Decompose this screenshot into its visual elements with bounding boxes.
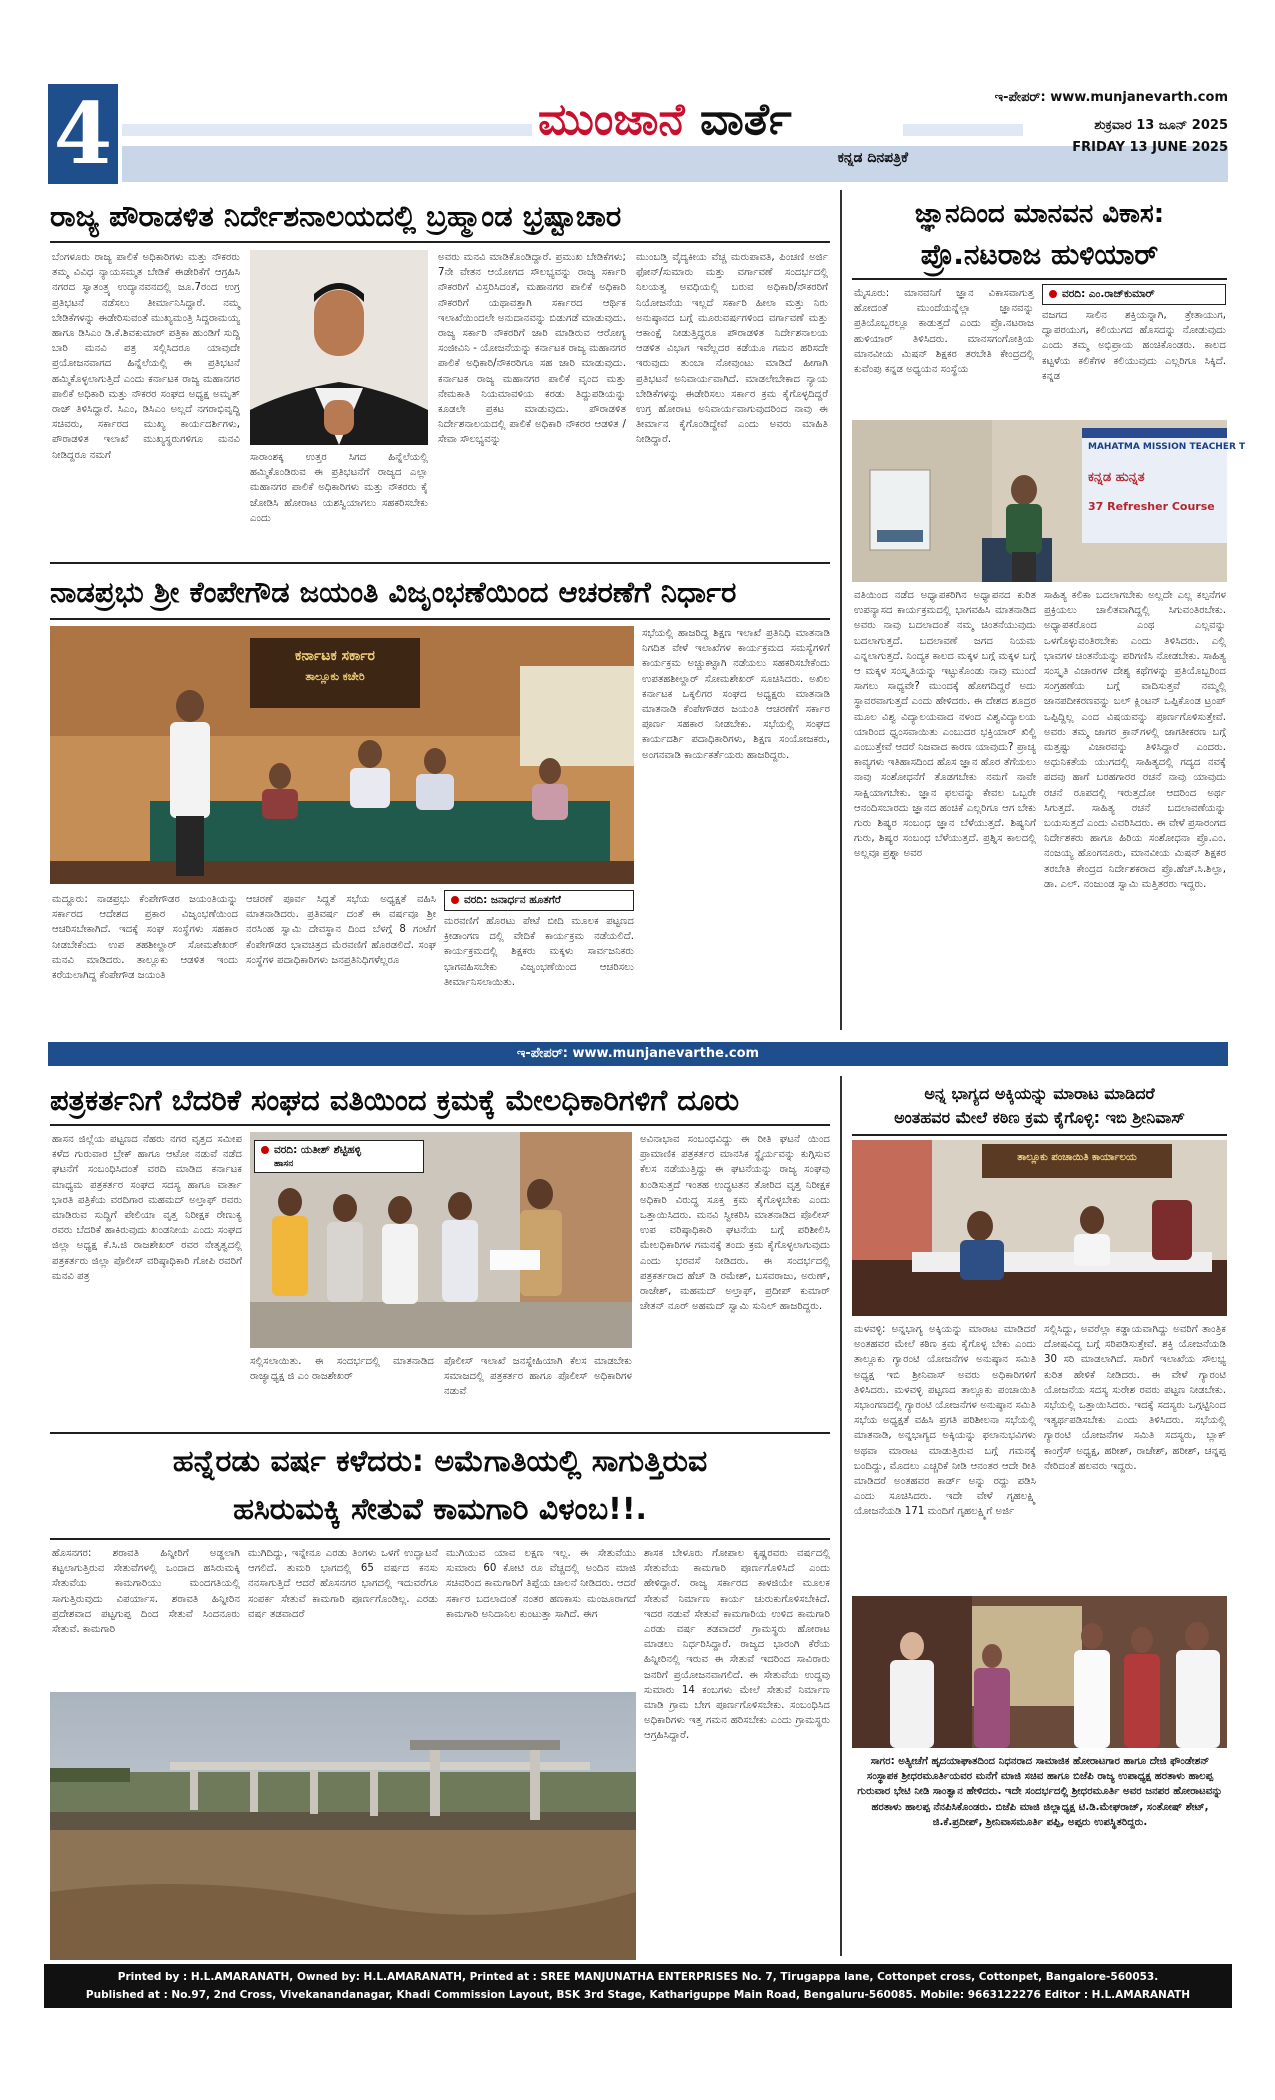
page-number: 4 bbox=[53, 84, 113, 183]
office-sign-line1: ಕರ್ನಾಟಕ ಸರ್ಕಾರ bbox=[295, 648, 375, 664]
article1-col3: ಅವರು ಮನವಿ ಮಾಡಿಕೊಂಡಿದ್ದಾರೆ. ಪ್ರಮುಖ ಬೇಡಿಕೆಗಳು; 7ನೇ ವೇತನ ಆಯೋಗದ ಸೌಲಭ್ಯವನ್ನು ರಾಜ್ಯ ಸರ್ಕಾರಿ ನೌಕರರಿಗೆ ವಿಸ್ತರಿಸಿದಂತೆ, ಮಹಾನಗರ ಪಾಲಿಕೆ ಅಧಿಕಾರಿ ನೌಕರರಿಗೆ ಯಥಾವತ್ತಾಗಿ ಸರ್ಕಾರದ ಆರ್ಥಿಕ ಇಲಾಖೆಯಿಂದಲೇ ಅನುದಾನವನ್ನು ಬಿಡುಗಡೆ ಮಾಡುವುದು. ರಾಜ್ಯ ಸರ್ಕಾರಿ ನೌಕರರಿಗೆ ಜಾರಿ ಮಾಡಿರುವ ಆರೋಗ್ಯ ಸಂಜೀವಿನಿ - ಯೋಜನೆಯನ್ನು ಕರ್ನಾಟಕ ರಾಜ್ಯ ಮಹಾನಗರ ಪಾಲಿಕೆ ಅಧಿಕಾರಿ/ನೌಕರರಿಗೂ ಸಹ ಜಾರಿ ಮಾಡುವುದು. ಕರ್ನಾಟಕ ರಾಜ್ಯ ಮಹಾನಗರ ಪಾಲಿಕೆ ವೃಂದ ಮತ್ತು ನೇಮಕಾತಿ ನಿಯಮಾವಳಿಯ ಕರಡು ತಿದ್ದುಪಡಿಯನ್ನು ಕೂಡಲೇ ಪ್ರಕಟ ಮಾಡುವುದು. ಪೌರಾಡಳಿತ ನಿರ್ದೇಶನಾಲಯದಲ್ಲಿ ಪಾಲಿಕೆ ಅಧಿಕಾರಿ ನೌಕರರ ಆಡಳಿತ /ಸೇವಾ ಸೌಲಭ್ಯವನ್ನು bbox=[438, 252, 626, 446]
article3-top-rule bbox=[50, 562, 830, 564]
article5-headline-line2: ಅಂತಹವರ ಮೇಲೆ ಕಠಿಣ ಕ್ರಮ ಕೈಗೊಳ್ಳಿ: ಇಬಿ ಶ್ರೀನಿವಾಸ್ bbox=[894, 1108, 1185, 1127]
article2-rule bbox=[852, 278, 1227, 280]
article3-headline: ನಾಡಪ್ರಭು ಶ್ರೀ ಕೆಂಪೇಗೌಡ ಜಯಂತಿ ವಿಜೃಂಭಣೆಯಿಂದ ಆಚರಣೆಗೆ ನಿರ್ಧಾರ bbox=[50, 575, 737, 609]
article6-col3: ಮುಗಿಯುವ ಯಾವ ಲಕ್ಷಣ ಇಲ್ಲ. ಈ ಸೇತುವೆಯು ಸುಮಾರು 60 ಕೋಟಿ ರೂ ವೆಚ್ಚದಲ್ಲಿ ಅಂದಿನ ಮಾಜಿ ಸಚಿವರಿಂದ ಕಾಮಗಾರಿಗೆ ತಿಪ್ಪೆಯ ಚಾಲನೆ ನೀಡಿದರು. ಆದರೆ ಸರ್ಕಾರ ಬದಲಾದಂತೆ ನಂತರ ಹಣಕಾಸು ಮಂಜೂರಾಗದೆ ಕಾಮಗಾರಿ ಅನಿದಾನಿಲ ಕುಂಟುತ್ತಾ ಸಾಗಿದೆ. ಈಗ bbox=[446, 1548, 636, 1620]
masthead-title-part1: ಮುಂಜಾನೆ bbox=[538, 94, 685, 145]
masthead-subtitle: ಕನ್ನಡ ದಿನಪತ್ರಿಕೆ bbox=[837, 150, 908, 166]
office-sign-line2: ತಾಲ್ಲೂಕು ಕಚೇರಿ bbox=[305, 670, 365, 683]
article4-byline-place: ಹಾಸನ bbox=[274, 1159, 294, 1169]
article4-byline: ವರದಿ: ಯತೀಶ್ ಶೆಟ್ಟಿಹಳ್ಳಿ ಹಾಸನ bbox=[254, 1140, 424, 1173]
article7-photo bbox=[852, 1596, 1227, 1748]
article3-col1: ಮದ್ದೂರು: ನಾಡಪ್ರಭು ಕೆಂಪೇಗೌಡರ ಜಯಂತಿಯನ್ನು ಸರ್ಕಾರದ ಆದೇಶದ ಪ್ರಕಾರ ವಿಜೃಂಭಣೆಯಿಂದ ಆಚರಿಸಬೇಕಾಗಿದೆ. ಇದಕ್ಕೆ ಸಂಘ ಸಂಸ್ಥೆಗಳು ಸಹಕಾರ ನೀಡಬೇಕೆಂದು ಉಪ ತಹಶೀಲ್ದಾರ್ ಸೋಮಶೇಖರ್ ಮನವಿ ಮಾಡಿದರು. ತಾಲ್ಲೂಕು ಆಡಳಿತ ಇಂದು ಕರೆಯಲಾಗಿದ್ದ ಕೆಂಪೇಗೌಡ ಜಯಂತಿ bbox=[52, 894, 238, 982]
article2-col1: ವತಿಯಿಂದ ನಡೆದ ಅಧ್ಯಾಪಕರಿಗಿನ ಅಧ್ಯಾಪನದ ಕುರಿತ ಉಪನ್ಯಾಸದ ಕಾರ್ಯಕ್ರಮದಲ್ಲಿ ಭಾಗವಹಿಸಿ ಮಾತನಾಡಿದ ಅವರು ನಾವು ಬದಲಾದಂತೆ ನಮ್ಮ ಚಿಂತನೆಯುವುದು ಬದಲಾಗುತ್ತದೆ. ಬದಲಾವಣೆ ಜಗದ ನಿಯಮ ಎನ್ನಲಾಗುತ್ತದೆ. ನಿಂದ್ಯಕ ಕಾಲದ ಮಕ್ಕಳ ಬಗ್ಗೆ ಮಕ್ಕಳ ಬಗ್ಗೆ ಆ ಮಕ್ಕಳ ಸಂಸ್ಕೃತಿಯನ್ನು ಇಟ್ಟುಕೊಂಡು ನಾವು ಮುಂದೆ ಸಾಗಲು ಸಾಧ್ಯವೇ? ಮುಂದಕ್ಕೆ ಹೋಗದಿದ್ದರೆ ಅದು ಸ್ಥಾವರವಾಗುತ್ತದೆ ಎಂದು ಹೇಳಿದರು. ಈ ದೇಶದ ಶೂದ್ರರ ಮೂಲ ವಿಶ್ವ ವಿದ್ಯಾಲಯವಾದ ನಳಂದ ವಿಶ್ವವಿದ್ಯಾಲಯ ಯಾರಿಂದ ಧ್ವಂಸವಾಯಿತು ಎಂಬುದರ ಭಕ್ತಿಯಾರ್ ಖಿಲ್ಜಿ ಎಂಬುತ್ತೇವೆ ಆದರೆ ನಿಜವಾದ ಕಾರಣ ಯಾವುದು? ಪ್ರಾಚ್ಯ ಕಾವ್ಯಗಳು ಇತಿಹಾಸದಿಂದ ಹೊಸ ಜ್ಞಾನ ಹೊರ ತೆಗೆಯಲು ನಾವು ಸಂಶೋಧನೆಗೆ ತೊಡಗಬೇಕು ನಮಗೆ ನಾವೇ ಸಾಕ್ಷಿಯಾಗಬೇಕು. ಜ್ಞಾನ ಫಲವನ್ನು ಕೇವಲ ಒಬ್ಬರೇ ಆನಂದಿಸಬಾರದು ಜ್ಞಾನದ ಹಂಚಿಕೆ ಎಲ್ಲರಿಗೂ ಆಗ ಬೇಕು ಗುರು ಶಿಷ್ಯರ ಸಂಬಂಧ ಜ್ಞಾನ ಬೆಳೆಯುತ್ತದೆ. ಶಿಷ್ಯನಿಗೆ ಗುರು, ಶಿಷ್ಯರ ಸಂಬಂಧ ಬೆಳೆಯುತ್ತದೆ. ಪ್ರಶ್ನಿಸ ಕಾಲದಲ್ಲಿ ಅಲ್ಲವೂ ಪ್ರಶ್ನಾ ಅವರ bbox=[854, 590, 1036, 860]
byline-dot-icon bbox=[451, 896, 459, 904]
article1-headline: ರಾಜ್ಯ ಪೌರಾಡಳಿತ ನಿರ್ದೇಶನಾಲಯದಲ್ಲಿ ಬ್ರಹ್ಮಾಂಡ ಭ್ರಷ್ಟಾಚಾರ bbox=[50, 199, 622, 233]
article4-headline: ಪತ್ರಕರ್ತನಿಗೆ ಬೆದರಿಕೆ ಸಂಘದ ವತಿಯಿಂದ ಕ್ರಮಕ್ಕೆ ಮೇಲಧಿಕಾರಿಗಳಿಗೆ ದೂರು bbox=[50, 1083, 740, 1117]
article3-col3: ಮರವಣಿಗೆ ಹೊರಟು ಪೇಟೆ ಬೀದಿ ಮೂಲಕ ಪಟ್ಟಣದ ಕ್ರೀಡಾಂಗಣ ದಲ್ಲಿ ವೇದಿಕೆ ಕಾರ್ಯಕ್ರಮ ನಡೆಯಲಿದೆ. ಕಾರ್ಯಕ್ರಮದಲ್ಲಿ ಶಿಕ್ಷಕರು ಮಕ್ಕಳು ಸಾರ್ವಜನಿಕರು ಭಾಗವಹಿಸಬೇಕು ವಿಜೃಂಭಣೆಯಿಂದ ಆಚರಿಸಲು ತೀರ್ಮಾನಿಸಲಾಯಿತು. bbox=[444, 916, 634, 988]
office-sign2: ತಾಲ್ಲೂಕು ಪಂಚಾಯಿತಿ ಕಾರ್ಯಾಲಯ bbox=[1017, 1152, 1137, 1163]
article4-col1: ಹಾಸನ ಜಿಲ್ಲೆಯ ಪಟ್ಟಣದ ನೆಹರು ನಗರ ವೃತ್ತದ ಸಮೀಪ ಕಳೆದ ಗುರುವಾರ ಬ್ರೇಕ್ ಹಾಗೂ ಆಟೋ ನಡುವೆ ನಡೆದ ಘಟನೆಗೆ ಸಂಬಂಧಿಸಿದಂತೆ ವರದಿ ಮಾಡಿದ ಕರ್ನಾಟಕ ಮಾಧ್ಯಮ ಪತ್ರಕರ್ತರ ಸಂಘದ ಸದಸ್ಯ ಹಾಗೂ ವಾರ್ತಾ ಭಾರತಿ ಪತ್ರಿಕೆಯ ವರದಿಗಾರ ಮಹಮದ್ ಅಲ್ತಾಫ್ ರವರು ಮಾಡಿರುವ ಸುದ್ದಿಗೆ ಪೇಲಿಯಾ ವೃತ್ತ ನಿರೀಕ್ಷಕ ರೇಣುಕ್ಯ ರವರು ಬೆದರಿಕೆ ಹಾಕಿರುವುದು ಖಂಡನೀಯ ಎಂದು ಸಂಘದ ಜಿಲ್ಲಾ ಅಧ್ಯಕ್ಷ ಕೆ.ಸಿ.ಜಿ ರಾಜಶೇಖರ್ ರವರ ನೇತೃತ್ವದಲ್ಲಿ ಪತ್ರಕರ್ತರು ಜಿಲ್ಲಾ ಪೊಲೀಸ್ ವರಿಷ್ಠಾಧಿಕಾರಿ ಗೋಪಿ ರವರಿಗೆ ಮನವಿ ಪತ್ರ bbox=[52, 1134, 242, 1282]
article2-intro-col1: ಮೈಸೂರು: ಮಾನವನಿಗೆ ಜ್ಞಾನ ವಿಕಾಸವಾಗುತ್ತ ಹೋದಂತೆ ಮುಂದೆಯನ್ನೆಲ್ಲಾ ಜ್ಞಾನವನ್ನು ಪ್ರತಿಯೊಬ್ಬರಲ್ಲೂ ಕಾಡುತ್ತದೆ ಎಂದು ಪ್ರೊ.ನಟರಾಜ ಹುಳಿಯಾರ್ ತಿಳಿಸಿದರು. ಮಾನಸಗಂಗೋತ್ರಿಯ ಮಾನವೀಯ ಮಿಷನ್ ಶಿಕ್ಷಕರ ತರಬೇತಿ ಕೇಂದ್ರದಲ್ಲಿ ಕುವೆಂಪು ಕನ್ನಡ ಅಧ್ಯಯನ ಸಂಸ್ಥೆಯ bbox=[854, 288, 1034, 376]
masthead bbox=[48, 84, 1228, 184]
article2-intro-col2: ವಜಗದ ಸಾಲಿನ ಶಕ್ತಿಯನ್ನಾಗಿ, ತ್ರೇತಾಯುಗ, ದ್ವಾಪರಯುಗ, ಕಲಿಯುಗದ ಹೊಸದನ್ನು ನೋಡುವುದು ಎಂದು ತಮ್ಮ ಅಭಿಪ್ರಾಯ ಹಂಚಿಕೊಂಡರು. ಕಾಲದ ಕಟ್ಟಳೆಯ ಕಲಿಕೆಗಳ ಕಲಿಯುವುದು ಎಲ್ಲರಿಗೂ ಸಿಕ್ಕಿದೆ. ಕನ್ನಡ bbox=[1042, 310, 1226, 382]
column-divider-top bbox=[840, 190, 842, 1030]
footer-line2: Published at : No.97, 2nd Cross, Vivekanandanagar, Khadi Commission Layout, BSK 3rd Stage, Kathariguppe Main Road, Bengaluru-560085. Mobile: 9663122276 Editor : H.L.AMARANATH bbox=[85, 1989, 1191, 2001]
masthead-title-part2: ವಾರ್ತೆ bbox=[699, 94, 792, 145]
date-kannada: ಶುಕ್ರವಾರ 13 ಜೂನ್ 2025 bbox=[1094, 118, 1228, 133]
article2-byline: ವರದಿ: ಎಂ.ರಾಜ್‌ಕುಮಾರ್ bbox=[1042, 284, 1226, 305]
banner-line1: MAHATMA MISSION TEACHER T bbox=[1088, 442, 1246, 452]
article5-col2: ಸಲ್ಲಿಸಿದ್ದು, ಅವರೆಲ್ಲಾ ಕಡ್ಡಾಯವಾಗಿದ್ದು ಅವರಿಗೆ ತಾಂತ್ರಿಕ ದೋಷವಿದ್ದ ಬಗ್ಗೆ ಸರಿಪಡಿಸುತ್ತೇವೆ. ಶಕ್ತಿ ಯೋಜನೆಯಡಿ 30 ಸರಿ ಮಾಡಲಾಗಿದೆ. ಸಾರಿಗೆ ಇಲಾಖೆಯ ಸೌಲಭ್ಯ ಕುರಿತ ಹೇಳಿಕೆ ನೀಡಿದರು. ಈ ವೇಳೆ ಗ್ಯಾರಂಟಿ ಯೋಜನೆಯ ಸದಸ್ಯ ಸುರೇಶ ರವರು ಪಟ್ಟಣ ನೀಡಬೇಕು. ಸಭೆಯಲ್ಲಿ ಒತ್ತಾಯಿಸಿದರು. ಇದಕ್ಕೆ ಸದಸ್ಯರು ಒಗ್ಗಟ್ಟಿನಿಂದ ಇತ್ಯರ್ಥಪಡಿಸಬೇಕು ಎಂದು ತಿಳಿಸಿದರು. ಸಭೆಯಲ್ಲಿ ಗ್ಯಾರಂಟಿ ಯೋಜನೆಗಳ ಸಮಿತಿ ಸದಸ್ಯರು, ಬ್ಲಾಕ್ ಕಾಂಗ್ರೆಸ್ ಅಧ್ಯಕ್ಷ, ಹರೀಶ್, ರಾಜೇಶ್, ಹರೀಶ್, ಚನ್ನಪ್ಪ ನೇರಿದಂತೆ ಹಲವರು ಇದ್ದರು. bbox=[1044, 1324, 1226, 1472]
article6-rule bbox=[50, 1538, 830, 1540]
article6-headline-line2: ಹಸಿರುಮಕ್ಕಿ ಸೇತುವೆ ಕಾಮಗಾರಿ ವಿಳಂಬ!!. bbox=[233, 1492, 647, 1527]
article7-caption: ಸಾಗರ: ಅತ್ಯೀಚೆಗೆ ಹೃದಯಾಘಾತದಿಂದ ನಿಧನರಾದ ಸಾಮಾಜಿಕ ಹೋರಾಟಗಾರ ಹಾಗೂ ದೇಜಿ ಫೌಂಡೇಶನ್ ಸಂಸ್ಥಾಪಕ ಶ್ರೀಧರಮೂರ್ತಿಯವರ ಮನೆಗೆ ಮಾಜಿ ಸಚಿವ ಹಾಗೂ ಬಿಜೆಪಿ ರಾಜ್ಯ ಉಪಾಧ್ಯಕ್ಷ ಹರತಾಳು ಹಾಲಪ್ಪ ಗುರುವಾರ ಭೇಟಿ ನೀಡಿ ಸಾಂತ್ವಾನ ಹೇಳಿದರು. ಇದೇ ಸಂದರ್ಭದಲ್ಲಿ ಶ್ರೀಧರಮೂರ್ತಿ ಅವರ ಜನಪರ ಹೋರಾಟವನ್ನು ಹರತಾಳು ಹಾಲಪ್ಪ ನೆನಪಿಸಿಕೊಂಡರು. ಬಿಜೆಪಿ ಮಾಜಿ ಜಿಲ್ಲಾಧ್ಯಕ್ಷ ಟಿ.ಡಿ.ಮೇಘರಾಜ್, ಸಂತೋಷ್ ಶೇಟ್, ಜಿ.ಕೆ.ಪ್ರದೀಪ್, ಶ್ರೀನಿವಾಸಮೂರ್ತಿ ಪಪ್ಪಿ, ಅಪ್ಪರು ಉಪಸ್ಥಿತರಿದ್ದರು. bbox=[857, 1756, 1223, 1828]
article6-col2: ಮುಗಿದಿದ್ದು, ಇನ್ನೇನೂ ಎರಡು ತಿಂಗಳು ಒಳಗೆ ಉದ್ಘಾಟನೆ ಆಗಲಿದೆ. ತುಮರಿ ಭಾಗದಲ್ಲಿ 65 ವರ್ಷದ ಕನಸು ನನಸಾಗುತ್ತಿದೆ ಆದರೆ ಹೊಸನಗರ ಭಾಗದಲ್ಲಿ ಇದುವರೆಗೂ ಸಂಪರ್ಕ ಸೇತುವೆ ಕಾಮಗಾರಿ ಪೂರ್ಣಗೊಂಡಿಲ್ಲ. ಎರಡು ವರ್ಷ ತಡವಾದರೆ bbox=[248, 1548, 438, 1620]
footer-line1: Printed by : H.L.AMARANATH, Owned by: H.L.AMARANATH, Printed at : SREE MANJUNATHA ENTERPRISES No. 7, Tirugappa lane, Cottonpet cross, Cottonpet, Bangalore-560053. bbox=[117, 1971, 1159, 1983]
byline-dot-icon bbox=[261, 1146, 269, 1154]
article1-col4: ಮುಂಬಡ್ತಿ ವೈದ್ಯಕೀಯ ವೆಚ್ಚ ಮರುಪಾವತಿ, ಪಿಂಚಣಿ ಅರ್ಜಿ ಫೋನ್/ಸುಮಾರು ಮತ್ತು ವರ್ಗಾವಣೆ ಸಂದರ್ಭದಲ್ಲಿ ನಿಲಯತ್ವ ಅವಧಿಯಲ್ಲಿ ಬರುವ ಅಧಿಕಾರಿ/ನೌಕರರಿಗೆ ನಿಯೋಜನೆಯ ಇಲ್ಲದೆ ಸರ್ಕಾರಿ ಹೀಲಾ ಮತ್ತು ನಿರು ಅನುಷ್ಠಾನದ ಬಗ್ಗೆ ಮೂರುವರ್ಷಗಳಿಂದ ವರ್ಗಾವಣೆ ಮತ್ತು ಆಕಾಂಕ್ಷೆ ನೀಡುತ್ತಿದ್ದರೂ ಪೌರಾಡಳಿತ ನಿರ್ದೇಶನಾಲಯ ಆಡಳಿತ ವಿಭಾಗ ಇವೆಲ್ಲದರ ಕಡೆಯೂ ಗಮನ ಹರಿಸದೇ ಇರುವುದು ತುಂಬಾ ನೋವುಂಟು ಮಾಡಿದೆ ಹೀಗಾಗಿ ಪ್ರತಿಭಟನೆ ಅನಿವಾರ್ಯವಾಗಿದೆ. ಮಾಡಲೇಬೇಕಾದ ನ್ಯಾಯ ಬೇಡಿಕೆಗಳನ್ನು ಈಡೇರಿಸಲು ಸರ್ಕಾರ ಕ್ರಮ ಕೈಗೊಳ್ಳದಿದ್ದರೆ ಉಗ್ರ ಹೋರಾಟ ಅನಿವಾರ್ಯವಾಗುವುದರಿಂದ ನಾವು ಈ ತೀರ್ಮಾನ ಕೈಗೊಂಡಿದ್ದೇವೆ ಎಂದು ಅವರು ಮಾಹಿತಿ ನೀಡಿದ್ದಾರೆ. bbox=[636, 252, 828, 446]
article6-col4: ಶಾಸಕ ಬೇಳೂರು ಗೋಪಾಲ ಕೃಷ್ಣರವರು ವರ್ಷದಲ್ಲಿ ಸೇತುವೆಯ ಕಾಮಗಾರಿ ಪೂರ್ಣಗೊಳಿಸಿದೆ ಎಂದು ಹೇಳಿದ್ದಾರೆ. ರಾಜ್ಯ ಸರ್ಕಾರದ ಕಾಳಜಿಯೇ ಮೂಲಕ ಸೇತುವೆ ನಿರ್ಮಾಣ ಕಾರ್ಯ ಚುರುಕುಗೊಳಿಸಬೇಕಿದೆ. ಇದರ ನಡುವೆ ಸೇತುವೆ ಕಾಮಗಾರಿಯ ಉಳಿದ ಕಾಮಗಾರಿ ಎರಡು ವರ್ಷ ತಡವಾದರೆ ಗ್ರಾಮಸ್ಥರು ಹೋರಾಟ ಮಾಡಲು ನಿರ್ಧರಿಸಿದ್ದಾರೆ. ರಾಜ್ಯದ ಭಾರಂಗಿ ಕೆರೆಯ ಹಿನ್ನೀರಿನಲ್ಲಿ ಇರುವ ಈ ಸೇತುವೆ ಇದರಿಂದ ಸಾವಿರಾರು ಜನರಿಗೆ ಪ್ರಯೋಜನವಾಗಲಿದೆ. ಈ ಸೇತುವೆಯ ಉದ್ದವು ಸುಮಾರು 14 ಕಂಬಗಳು ಮೇಲೆ ಸೇತುವೆ ನಿರ್ಮಾಣ ಮಾಡಿ ಗ್ರಾಮ ಬೇಗ ಪೂರ್ಣಗೊಳಿಸಬೇಕು. ಸಂಬಂಧಿಸಿದ ಅಧಿಕಾರಿಗಳು ಇತ್ತ ಗಮನ ಹರಿಸಬೇಕು ಎಂದು ಗ್ರಾಮಸ್ಥರು ಆಗ್ರಹಿಸಿದ್ದಾರೆ. bbox=[644, 1548, 830, 1742]
article6-photo-bridge bbox=[50, 1692, 636, 1960]
article6-col1: ಹೊಸನಗರ: ಶರಾವತಿ ಹಿನ್ನೀರಿಗೆ ಅಡ್ಡಲಾಗಿ ಕಟ್ಟಲಾಗುತ್ತಿರುವ ಸೇತುವೆಗಳಲ್ಲಿ ಒಂದಾದ ಹಸಿರುಮಕ್ಕಿ ಸೇತುವೆಯ ಕಾಮಗಾರಿಯು ಮಂದಗತಿಯಲ್ಲಿ ಸಾಗುತ್ತಿರುವುದು ವಿಪರ್ಯಾಸ. ಶರಾವತಿ ಹಿನ್ನೀರಿನ ಪ್ರದೇಶವಾದ ಪಟ್ಟಗುಪ್ಪ ದಿಂದ ಸೇತುವೆ ಸಿಂದನೂರು ಸೇತುವೆ. ಕಾಮಗಾರಿ bbox=[52, 1548, 240, 1636]
article1-rule bbox=[50, 241, 830, 243]
footer bbox=[44, 1964, 1232, 2008]
article4-col2b: ಪೊಲೀಸ್ ಇಲಾಖೆ ಜನಸ್ನೇಹಿಯಾಗಿ ಕೆಲಸ ಮಾಡಬೇಕು ಸಮಾಜದಲ್ಲಿ ಪತ್ರಕರ್ತರ ಹಾಗೂ ಪೊಲೀಸ್ ಅಧಿಕಾರಿಗಳ ನಡುವೆ bbox=[444, 1356, 632, 1398]
article1-col2: ಸಾರಾಂಶಕ್ಕ ಉತ್ತರ ಸಿಗದ ಹಿನ್ನೆಲೆಯಲ್ಲಿ ಹಮ್ಮಿಕೊಂಡಿರುವ ಈ ಪ್ರತಿಭಟನೆಗೆ ರಾಜ್ಯದ ಎಲ್ಲಾ ಮಹಾನಗರ ಪಾಲಿಕೆ ಅಧಿಕಾರಿಗಳು ಮತ್ತು ನೌಕರರು ಕೈ ಜೋಡಿಸಿ ಹೋರಾಟ ಯಶಸ್ವಿಯಾಗಲು ಸಹಕರಿಸಬೇಕು ಎಂದು bbox=[250, 452, 428, 524]
epaper-strip: ಇ-ಪೇಪರ್: www.munjanevarthe.com bbox=[48, 1042, 1228, 1066]
article2-headline-line1: ಜ್ಞಾನದಿಂದ ಮಾನವನ ವಿಕಾಸ: bbox=[914, 199, 1165, 229]
article5-photo bbox=[852, 1140, 1227, 1316]
banner-line3: 37 Refresher Course bbox=[1088, 500, 1215, 513]
article4-rule bbox=[50, 1124, 830, 1126]
byline-dot-icon bbox=[1049, 290, 1057, 298]
article4-col2a: ಸಲ್ಲಿಸಲಾಯಿತು. ಈ ಸಂದರ್ಭದಲ್ಲಿ ಮಾತನಾಡಿದ ರಾಜ್ಯಾಧ್ಯಕ್ಷ ಜಿ ಎಂ ರಾಜಶೇಖರ್ bbox=[250, 1356, 434, 1383]
article4-col3: ಅವಿನಾಭಾವ ಸಂಬಂಧವಿದ್ದು ಈ ರೀತಿ ಘಟನೆ ಯಿಂದ ಪ್ರಾಮಾಣಿಕ ಪತ್ರಕರ್ತರ ಮಾನಸಿಕ ಸ್ಥೈರ್ಯವನ್ನು ಕುಗ್ಗಿಸುವ ಕೆಲಸ ನಡೆಯುತ್ತಿದ್ದು ಈ ಘಟನೆಯನ್ನು ರಾಜ್ಯ ಸಂಘವು ಖಂಡಿಸುತ್ತದೆ ಇಂತಹ ಉದ್ಧಟತನ ತೋರಿದ ವೃತ್ತ ನಿರೀಕ್ಷಕ ಅಧಿಕಾರಿ ವಿರುದ್ಧ ಸೂಕ್ತ ಕ್ರಮ ಕೈಗೊಳ್ಳಬೇಕು ಎಂದು ಒತ್ತಾಯಿಸಿದರು. ಮನವಿ ಸ್ವೀಕರಿಸಿ ಮಾತನಾಡಿದ ಪೊಲೀಸ್ ಉಪ ವರಿಷ್ಠಾಧಿಕಾರಿ ಘಟನೆಯ ಬಗ್ಗೆ ಪರಿಶೀಲಿಸಿ ಮೇಲಧಿಕಾರಿಗಳ ಗಮನಕ್ಕೆ ತಂದು ಕ್ರಮ ಕೈಗೊಳ್ಳಲಾಗುವುದು ಎಂದು ಭರವಸೆ ನೀಡಿದರು. ಈ ಸಂದರ್ಭದಲ್ಲಿ ಪತ್ರಕರ್ತರಾದ ಹೆಚ್ ಡಿ ರಮೇಶ್, ಬಸವರಾಜು, ಅರುಣ್, ರಾಜೇಶ್, ಮಹಮದ್ ಅಲ್ತಾಫ್, ಪ್ರದೀಪ್ ಕುಮಾರ್ ಚೇತನ್ ನೂರ್ ಅಹಮದ್ ಸ್ವಾಮಿ ಸುನಿಲ್ ಹಾಜರಿದ್ದರು. bbox=[640, 1134, 830, 1313]
article2-headline-line2: ಪ್ರೊ.ನಟರಾಜ ಹುಳಿಯಾರ್ bbox=[920, 238, 1159, 271]
article3-rule bbox=[50, 618, 830, 620]
masthead-title bbox=[538, 90, 908, 150]
article6-top-rule bbox=[50, 1432, 830, 1434]
article2-col2: ಸಾಹಿತ್ಯ ಕಲಿಕಾ ಬದಲಾಗಬೇಕು ಅಲ್ಲದೇ ಎಲ್ಲ ಕಲ್ಪನೆಗಳ ಪ್ರಕ್ರಿಯಲು ಚಾಲಿತವಾಗಿದ್ದಲ್ಲಿ ಸಿಗುವಂತಿರಬೇಕು. ಅಧ್ಯಾಪಕರೊಂದ ಎಂಥ ಎಲ್ಲವನ್ನು ಒಳಗೊಳ್ಳುವಂತಿರಬೇಕು ಎಂದು ತಿಳಿಸಿದರು. ಎಲ್ಲಿ ಭಾವಗಳ ಚಿಂತನೆಯನ್ನು ಪರಿಗಣಿಸಿ ನೋಡಬೇಕು. ಸಾಹಿತ್ಯ ಸಂಸ್ಕೃತಿ ವಿಚಾರಗಳ ದೇಶ್ಯ ಕಥೆಗಳನ್ನು ಪ್ರತಿಯೊಬ್ಬರಿಂದ ಸಂಗ್ರಹಣೆಯ ಬಗ್ಗೆ ವಾದಿಸುತ್ತವೆ ನಮ್ಮಲ್ಲಿ ಜಾನಪದೀಕರಣವನ್ನು ಬಲ್ ಕ್ಲಿಂಟನ್ ಒಪ್ಪಿಕೊಂಡ ಟ್ರಂಪ್ ಒಪ್ಪಿದ್ದಿಲ್ಲ ಎಂದ ವಿಷಯವನ್ನು ಪೂರ್ಣಗೊಳಿಸುತ್ತೇವೆ. ಅವರು ತಮ್ಮ ಜಾಗರ ಕ್ರಾನ್‌ಗಳಲ್ಲಿ ಜಾಗತೀಕರಣ ಬಗ್ಗೆ ಮತ್ತಷ್ಟು ವಿಚಾರವನ್ನು ತಿಳಿಸಿದ್ದಾರೆ ಎಂದರು. ಅಧುನಿಕತೆಯ ಯುಗದಲ್ಲಿ ಸಾಹಿತ್ಯದಲ್ಲಿ ಗದ್ಯದ ನವಕ್ಕೆ ಪದವು ಹಾಗೆ ಬರಹಗಾರರ ರಚನೆ ನಾವು ಯಾವುದು ರಚನೆ ರೂಪದಲ್ಲಿ ಇರುತ್ತದೋ ಆದರಿಂದ ಅರ್ಥ ಸಿಗುತ್ತದೆ. ಸಾಹಿತ್ಯ ರಚನೆ ಬದಲಾವಣೆಯನ್ನು ಬಯಸುತ್ತದೆ ಎಂದು ವಿವರಿಸಿದರು. ಈ ವೇಳೆ ಪ್ರಸಾರಂಗದ ನಿರ್ದೇಶಕರು ಹಾಗೂ ಹಿರಿಯ ಸಂಶೋಧನಾ ಪ್ರೊ.ಎಂ. ನಂಜಯ್ಯ ಹೊಂಗನೂರು, ಮಾನವೀಯ ಮಿಷನ್ ಶಿಕ್ಷಕರ ತರಬೇತಿ ಕೇಂದ್ರದ ನಿರ್ದೇಶಕರಾದ ಪ್ರೊ.ಹೆಚ್.ಸಿ.ಶಿಲ್ಪಾ, ಡಾ. ಎಲ್. ನಂಜುಂಡ ಸ್ವಾಮಿ ಮತ್ತಿತರರು ಇದ್ದರು. bbox=[1044, 590, 1226, 890]
column-divider-bottom bbox=[840, 1076, 842, 1956]
article6-headline-line1: ಹನ್ನೆರಡು ವರ್ಷ ಕಳೆದರು: ಅಮೆಗಾತಿಯಲ್ಲಿ ಸಾಗುತ್ತಿರುವ bbox=[172, 1444, 708, 1479]
article5-headline-line1: ಅನ್ನ ಭಾಗ್ಯದ ಅಕ್ಕಿಯನ್ನು ಮಾರಾಟ ಮಾಡಿದರೆ bbox=[924, 1084, 1155, 1103]
article3-col2: ಆಚರಣೆ ಪೂರ್ವ ಸಿದ್ದತೆ ಸಭೆಯ ಅಧ್ಯಕ್ಷತೆ ವಹಿಸಿ ಮಾತನಾಡಿದರು. ಪ್ರತಿವರ್ಷ ದಂತೆ ಈ ವರ್ಷವೂ ಶ್ರೀ ನರಸಿಂಹ ಸ್ವಾಮಿ ದೇವಸ್ಥಾನ ದಿಂದ ಬೆಳಗ್ಗೆ 8 ಗಂಟೆಗೆ ಕೆಂಪೇಗೌಡರ ಭಾವಚಿತ್ರದ ಮೆರವಣಿಗೆ ಹೊರಡಲಿದೆ. ಸಂಘ ಸಂಸ್ಥೆಗಳ ಪದಾಧಿಕಾರಿಗಳು ಜನಪ್ರತಿನಿಧಿಗಳೆಲ್ಲರೂ bbox=[246, 894, 436, 966]
masthead-band-left bbox=[122, 124, 532, 136]
article1-col1: ಬೆಂಗಳೂರು ರಾಜ್ಯ ಪಾಲಿಕೆ ಅಧಿಕಾರಿಗಳು ಮತ್ತು ನೌಕರರು ತಮ್ಮ ವಿವಿಧ ನ್ಯಾಯಸಮ್ಮತ ಬೇಡಿಕೆ ಈಡೇರಿಕೆಗೆ ಆಗ್ರಹಿಸಿ ನಗರದ ಸ್ವಾತಂತ್ರ್ಯ ಉದ್ಯಾನವನದಲ್ಲಿ ಜೂ.7ರಂದ ಉಗ್ರ ಪ್ರತಿಭಟನೆ ನಡೆಸಲು ತೀರ್ಮಾನಿಸಿದ್ದಾರೆ. ನಮ್ಮ ಬೇಡಿಕೆಗಳನ್ನು ಈಡೇರಿಸುವಂತೆ ಮುಖ್ಯಮಂತ್ರಿ ಸಿದ್ದರಾಮಯ್ಯ ಹಾಗೂ ಡಿಸಿಎಂ ಡಿ.ಕೆ.ಶಿವಕುಮಾರ್ ಪತ್ರಿಕಾ ಹುಂಡಿಗೆ ಸುದ್ದಿ ಬಾರಿ ಮನವಿ ಪತ್ರ ಸಲ್ಲಿಸಿದರೂ ಯಾವುದೇ ಪ್ರಯೋಜನವಾಗದ ಹಿನ್ನೆಲೆಯಲ್ಲಿ ಈ ಪ್ರತಿಭಟನೆ ಹಮ್ಮಿಕೊಳ್ಳಲಾಗುತ್ತಿದೆ ಎಂದು ಕರ್ನಾಟಕ ರಾಜ್ಯ ಮಹಾನಗರ ಪಾಲಿಕೆ ಅಧಿಕಾರಿ ಮತ್ತು ನೌಕರರ ಸಂಘದ ಅಧ್ಯಕ್ಷ ಅಮೃತ್ ರಾಜ್ ತಿಳಿಸಿದ್ದಾರೆ. ಸಿಎಂ, ಡಿಸಿಎಂ ಅಲ್ಲದೆ ನಗರಾಭಿವೃದ್ಧಿ ಸಚಿವರು, ಸರ್ಕಾರದ ಮುಖ್ಯ ಕಾರ್ಯದರ್ಶಿಗಳು, ಪೌರಾಡಳಿತ ಇಲಾಖೆ ಮುಖ್ಯಸ್ಥರುಗಳಿಗೂ ಮನವಿ ನೀಡಿದ್ದರೂ ನಮಗೆ bbox=[52, 252, 240, 461]
article3-col4: ಸಭೆಯಲ್ಲಿ ಹಾಜರಿದ್ದ ಶಿಕ್ಷಣ ಇಲಾಖೆ ಪ್ರತಿನಿಧಿ ಮಾತನಾಡಿ ನಿಗದಿತ ವೇಳೆ ಇಲಾಖೆಗಳ ಕಾರ್ಯಕ್ರಮದ ಸಮಸ್ಯೆಗಳಿಗೆ ಕಾರ್ಯಕ್ರಮ ಅಚ್ಚುಕಟ್ಟಾಗಿ ನಡೆಯಲು ಸಹಕರಿಸಬೇಕೆಂದು ಉಪತಹಶೀಲ್ದಾರ್ ಸೋಮಶೇಖರ್ ಸೂಚಿಸಿದರು. ಅಖಿಲ ಕರ್ನಾಟಕ ಒಕ್ಕಲಿಗರ ಸಂಘದ ಅಧ್ಯಕ್ಷರು ಮಾತನಾಡಿ ಮಾತನಾಡಿ ಕೆಂಪೇಗೌಡರ ಜಯಂತಿ ಆಚರಣೆಗೆ ಸರ್ಕಾರ ಪೂರ್ಣ ಸಹಕಾರ ನೀಡಬೇಕು. ಸಭೆಯಲ್ಲಿ ಸಂಘದ ಕಾರ್ಯದರ್ಶಿ ಪದಾಧಿಕಾರಿಗಳು, ಶಿಕ್ಷಣ ಸಂಯೋಜಕರು, ಅಂಗನವಾಡಿ ಕಾರ್ಯಕರ್ತೆಯರು ಹಾಜರಿದ್ದರು. bbox=[642, 628, 830, 761]
epaper-label: ಇ-ಪೇಪರ್: www.munjanevarth.com bbox=[994, 90, 1228, 105]
article3-byline: ವರದಿ: ಜನಾರ್ಧನ ಹೂತಗೆರೆ bbox=[444, 890, 634, 911]
date-english: FRIDAY 13 JUNE 2025 bbox=[1072, 140, 1228, 155]
article3-photo bbox=[50, 626, 634, 884]
banner-line2: ಕನ್ನಡ ಹುನ್ನತ bbox=[1088, 470, 1145, 485]
page-number-box bbox=[48, 84, 118, 184]
article1-photo bbox=[250, 250, 428, 445]
article5-rule bbox=[852, 1134, 1227, 1136]
article5-col1: ಮಳವಳ್ಳಿ: ಅನ್ನಭಾಗ್ಯ ಅಕ್ಕಿಯನ್ನು ಮಾರಾಟ ಮಾಡಿದರೆ ಅಂತಹವರ ಮೇಲೆ ಕಠಿಣ ಕ್ರಮ ಕೈಗೊಳ್ಳ ಬೇಕು ಎಂದು ತಾಲ್ಲೂಕು ಗ್ಯಾರಂಟಿ ಯೋಜನೆಗಳ ಅನುಷ್ಠಾನ ಸಮಿತಿ ಅಧ್ಯಕ್ಷ ಇಬಿ ಶ್ರೀನಿವಾಸ್ ಅವರು ಅಧಿಕಾರಿಗಳಿಗೆ ತಿಳಿಸಿದರು. ಮಳವಳ್ಳಿ ಪಟ್ಟಣದ ತಾಲ್ಲೂಕು ಪಂಚಾಯಿತಿ ಸಭಾಂಗಣದಲ್ಲಿ ಗ್ಯಾರಂಟಿ ಯೋಜನೆಗಳ ಅನುಷ್ಠಾನ ಸಮಿತಿ ಸಭೆಯ ಅಧ್ಯಕ್ಷತೆ ವಹಿಸಿ ಪ್ರಗತಿ ಪರಿಶೀಲನಾ ಸಭೆಯಲ್ಲಿ ಮಾತನಾಡಿ, ಅನ್ನಭಾಗ್ಯದ ಅಕ್ಕಿಯನ್ನು ಫಲಾನುಭವಿಗಳು ಅಥವಾ ಮಾರಾಟ ಮಾಡುತ್ತಿರುವ ಬಗ್ಗೆ ಗಮನಕ್ಕೆ ಬಂದಿದ್ದು, ಮೊದಲು ಎಚ್ಚರಿಕೆ ನೀಡಿ ಆನಂತರ ಆದೇ ರೀತಿ ಮಾಡಿದರೆ ಅಂತಹವರ ಕಾರ್ಡ್ ಅನ್ನು ರದ್ದು ಪಡಿಸಿ ಎಂದು ಸೂಚಿಸಿದರು. ಇದೇ ವೇಳೆ ಗೃಹಲಕ್ಷ್ಮಿ ಯೋಜನೆಯಡಿ 171 ಮಂದಿಗೆ ಗೃಹಲಕ್ಷ್ಮಿಗೆ ಅರ್ಜಿ bbox=[854, 1324, 1036, 1518]
article2-photo bbox=[852, 420, 1246, 582]
